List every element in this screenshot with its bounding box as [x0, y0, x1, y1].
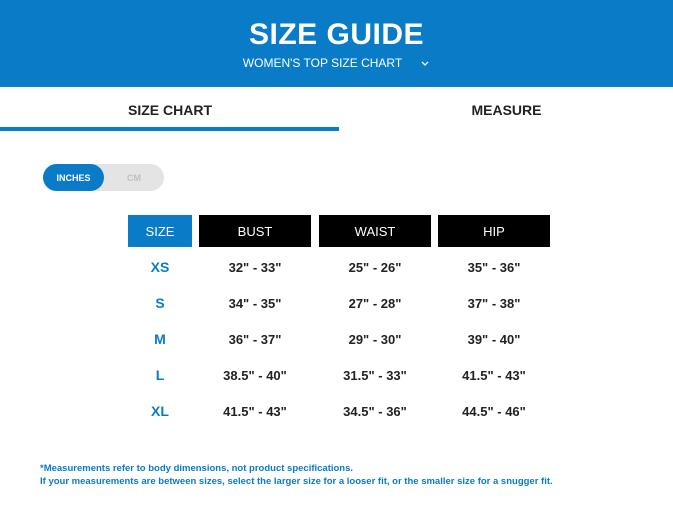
unit-toggle[interactable] — [43, 164, 164, 191]
column-header-size: SIZE — [128, 215, 192, 247]
footnote-fit-advice: If your measurements are between sizes, select the larger size for a looser fit, or the smaller size for a snugger fit. — [40, 476, 553, 487]
table-row — [0, 285, 673, 321]
table-row — [0, 249, 673, 285]
tab-bar — [0, 87, 673, 132]
bust-cell: 36" - 37" — [228, 331, 282, 347]
hip-cell: 37" - 38" — [467, 295, 521, 311]
waist-cell: 34.5" - 36" — [343, 403, 407, 419]
active-tab-indicator — [0, 127, 339, 131]
table-row — [0, 393, 673, 429]
tab-size-chart[interactable]: SIZE CHART — [128, 101, 212, 118]
tab-measure[interactable]: MEASURE — [471, 101, 542, 118]
waist-cell: 27" - 28" — [348, 295, 402, 311]
size-guide-header — [0, 0, 673, 87]
size-cell: XS — [150, 259, 170, 275]
footnote-measurements: *Measurements refer to body dimensions, not product specifications. — [40, 463, 354, 474]
hip-cell: 44.5" - 46" — [462, 403, 526, 419]
column-header-bust: BUST — [199, 215, 311, 247]
chart-type-label: WOMEN'S TOP SIZE CHART — [242, 56, 403, 70]
waist-cell: 25" - 26" — [348, 259, 402, 275]
table-row — [0, 357, 673, 393]
hip-cell: 35" - 36" — [467, 259, 521, 275]
size-cell: M — [154, 331, 166, 347]
size-cell: L — [155, 367, 165, 383]
waist-cell: 31.5" - 33" — [343, 367, 407, 383]
page-title: SIZE GUIDE — [248, 18, 425, 51]
hip-cell: 39" - 40" — [467, 331, 521, 347]
bust-cell: 38.5" - 40" — [223, 367, 287, 383]
chevron-down-icon — [420, 58, 430, 68]
waist-cell: 29" - 30" — [348, 331, 402, 347]
column-header-hip: HIP — [438, 215, 550, 247]
size-cell: XL — [151, 403, 169, 419]
hip-cell: 41.5" - 43" — [462, 367, 526, 383]
unit-option-cm[interactable]: CM — [127, 172, 141, 183]
bust-cell: 41.5" - 43" — [223, 403, 287, 419]
table-row — [0, 321, 673, 357]
column-header-waist: WAIST — [319, 215, 431, 247]
size-cell: S — [155, 295, 165, 311]
chart-type-dropdown[interactable] — [0, 56, 673, 70]
unit-option-inches[interactable]: INCHES — [43, 164, 104, 191]
bust-cell: 32" - 33" — [228, 259, 282, 275]
bust-cell: 34" - 35" — [228, 295, 282, 311]
